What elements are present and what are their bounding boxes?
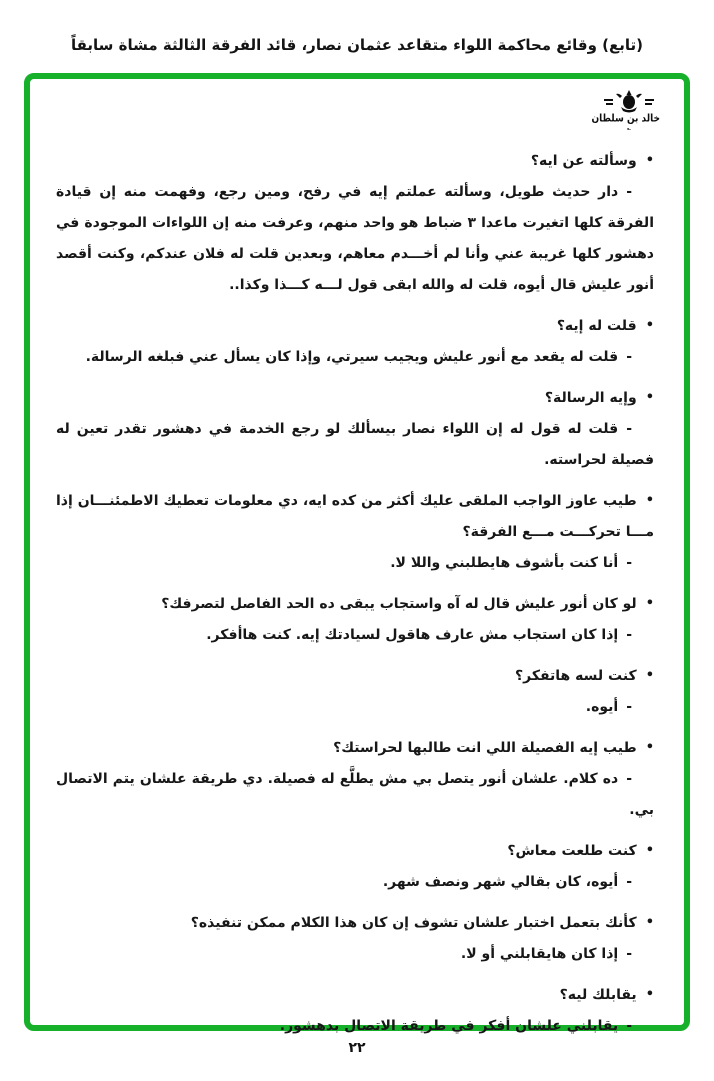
document-frame	[24, 73, 690, 1034]
answer-text: إذا كان استجاب مش عارف هاقول لسيادتك إيه. كنت هاأفكر.	[206, 627, 619, 643]
bullet-icon: •	[645, 668, 654, 683]
bullet-icon: •	[645, 390, 654, 405]
question-row	[56, 485, 654, 548]
answer-text: قلت له يقعد مع أنور عليش ويجيب سيرتي، وإذا كان يسأل عني فبلغه الرسالة.	[85, 349, 619, 365]
qa-list	[30, 79, 684, 1034]
answer-row	[56, 1011, 654, 1042]
qa-group	[56, 907, 654, 970]
qa-group	[56, 732, 654, 826]
dash-icon: -	[626, 699, 632, 715]
qa-group	[56, 382, 654, 476]
answer-row	[56, 548, 654, 579]
qa-group	[56, 588, 654, 651]
qa-group	[56, 145, 654, 301]
dash-icon: -	[626, 946, 632, 962]
question-row	[56, 382, 654, 414]
bullet-icon: •	[645, 318, 654, 333]
question-text: كنت لسه هاتفكر؟	[515, 668, 637, 684]
question-row	[56, 660, 654, 692]
logo-flourish-icon: ؎	[626, 124, 632, 132]
answer-row	[56, 939, 654, 970]
question-text: لو كان أنور عليش قال له آه واستجاب يبقى ده الحد الفاصل لتصرفك؟	[161, 596, 637, 612]
bullet-icon: •	[645, 915, 654, 930]
answer-row	[56, 620, 654, 651]
dash-icon: -	[626, 184, 632, 200]
question-text: قلت له إيه؟	[556, 318, 637, 334]
dash-icon: -	[626, 555, 632, 571]
page-number: ٢٢	[348, 1040, 366, 1056]
answer-text: أيوه، كان بقالي شهر ونصف شهر.	[382, 874, 619, 890]
question-text: طيب عاوز الواجب الملقى عليك أكثر من كده ايه، دي معلومات تعطيك الاطمئنـــان إذا مـــا تحركـــت مـــع الفرقة؟	[56, 493, 654, 540]
dash-icon: -	[626, 1018, 632, 1034]
answer-text: إذا كان هايقابلني أو لا.	[460, 946, 619, 962]
dash-icon: -	[626, 771, 632, 787]
bullet-icon: •	[645, 153, 654, 168]
qa-group	[56, 310, 654, 373]
question-text: كأنك بتعمل اختبار علشان تشوف إن كان هذا الكلام ممكن تنفيذه؟	[190, 915, 637, 931]
dash-icon: -	[626, 627, 632, 643]
answer-row	[56, 414, 654, 476]
answer-text: دار حديث طويل، وسألته عملتم إيه في رفح، ومين رجع، وفهمت منه إن قيادة الفرقة كلها اتغيرت ماعدا ٣ ضباط هو واحد منهم، وعرفت منه إن اللواءات الموجودة في دهشور كلها غريبة عني وأنا لم أخـــدم معاهم، وبعدين قلت له فلان عندكم، وكنت أقصد أنور عليش قال أيوه، قلت له والله ابقى قول لـــه كـــذا وكذا..	[56, 184, 654, 293]
bullet-icon: •	[645, 493, 654, 508]
answer-text: أيوه.	[585, 699, 619, 715]
dash-icon: -	[626, 874, 632, 890]
dash-icon: -	[626, 349, 632, 365]
question-row	[56, 145, 654, 177]
question-text: كنت طلعت معاش؟	[507, 843, 637, 859]
question-row	[56, 310, 654, 342]
bullet-icon: •	[645, 843, 654, 858]
answer-row	[56, 867, 654, 898]
question-row	[56, 588, 654, 620]
question-text: وسألته عن ايه؟	[530, 153, 637, 169]
bullet-icon: •	[645, 987, 654, 1002]
question-text: طيب إيه الفصيلة اللي انت طالبها لحراستك؟	[333, 740, 637, 756]
answer-text: قلت له قول له إن اللواء نصار بيسألك لو رجع الخدمة في دهشور تقدر تعين له فصيلة لحراسته.	[56, 421, 654, 468]
answer-text: ده كلام. علشان أنور يتصل بي مش يطلَّع له فصيلة. دي طريقة علشان يتم الاتصال بي.	[56, 771, 654, 818]
answer-text: يقابلني علشان أفكر في طريقة الاتصال بدهشور.	[279, 1018, 619, 1034]
logo-title: خالد بن سلطان	[591, 113, 660, 125]
question-row	[56, 732, 654, 764]
bullet-icon: •	[645, 740, 654, 755]
question-text: وإيه الرسالة؟	[544, 390, 637, 406]
answer-row	[56, 342, 654, 373]
bullet-icon: •	[645, 596, 654, 611]
question-row	[56, 907, 654, 939]
answer-row	[56, 177, 654, 301]
answer-text: أنا كنت بأشوف هايطلبني واللا لا.	[390, 555, 619, 571]
qa-group	[56, 660, 654, 723]
qa-group	[56, 485, 654, 579]
question-row	[56, 835, 654, 867]
question-text: يقابلك ليه؟	[559, 987, 637, 1003]
qa-group	[56, 979, 654, 1042]
qa-group	[56, 835, 654, 898]
answer-row	[56, 692, 654, 723]
dash-icon: -	[626, 421, 632, 437]
question-row	[56, 979, 654, 1011]
page-header: (تابع) وقائع محاكمة اللواء متقاعد عثمان نصار، قائد الفرقة الثالثة مشاة سابقاً	[70, 36, 644, 54]
answer-row	[56, 764, 654, 826]
